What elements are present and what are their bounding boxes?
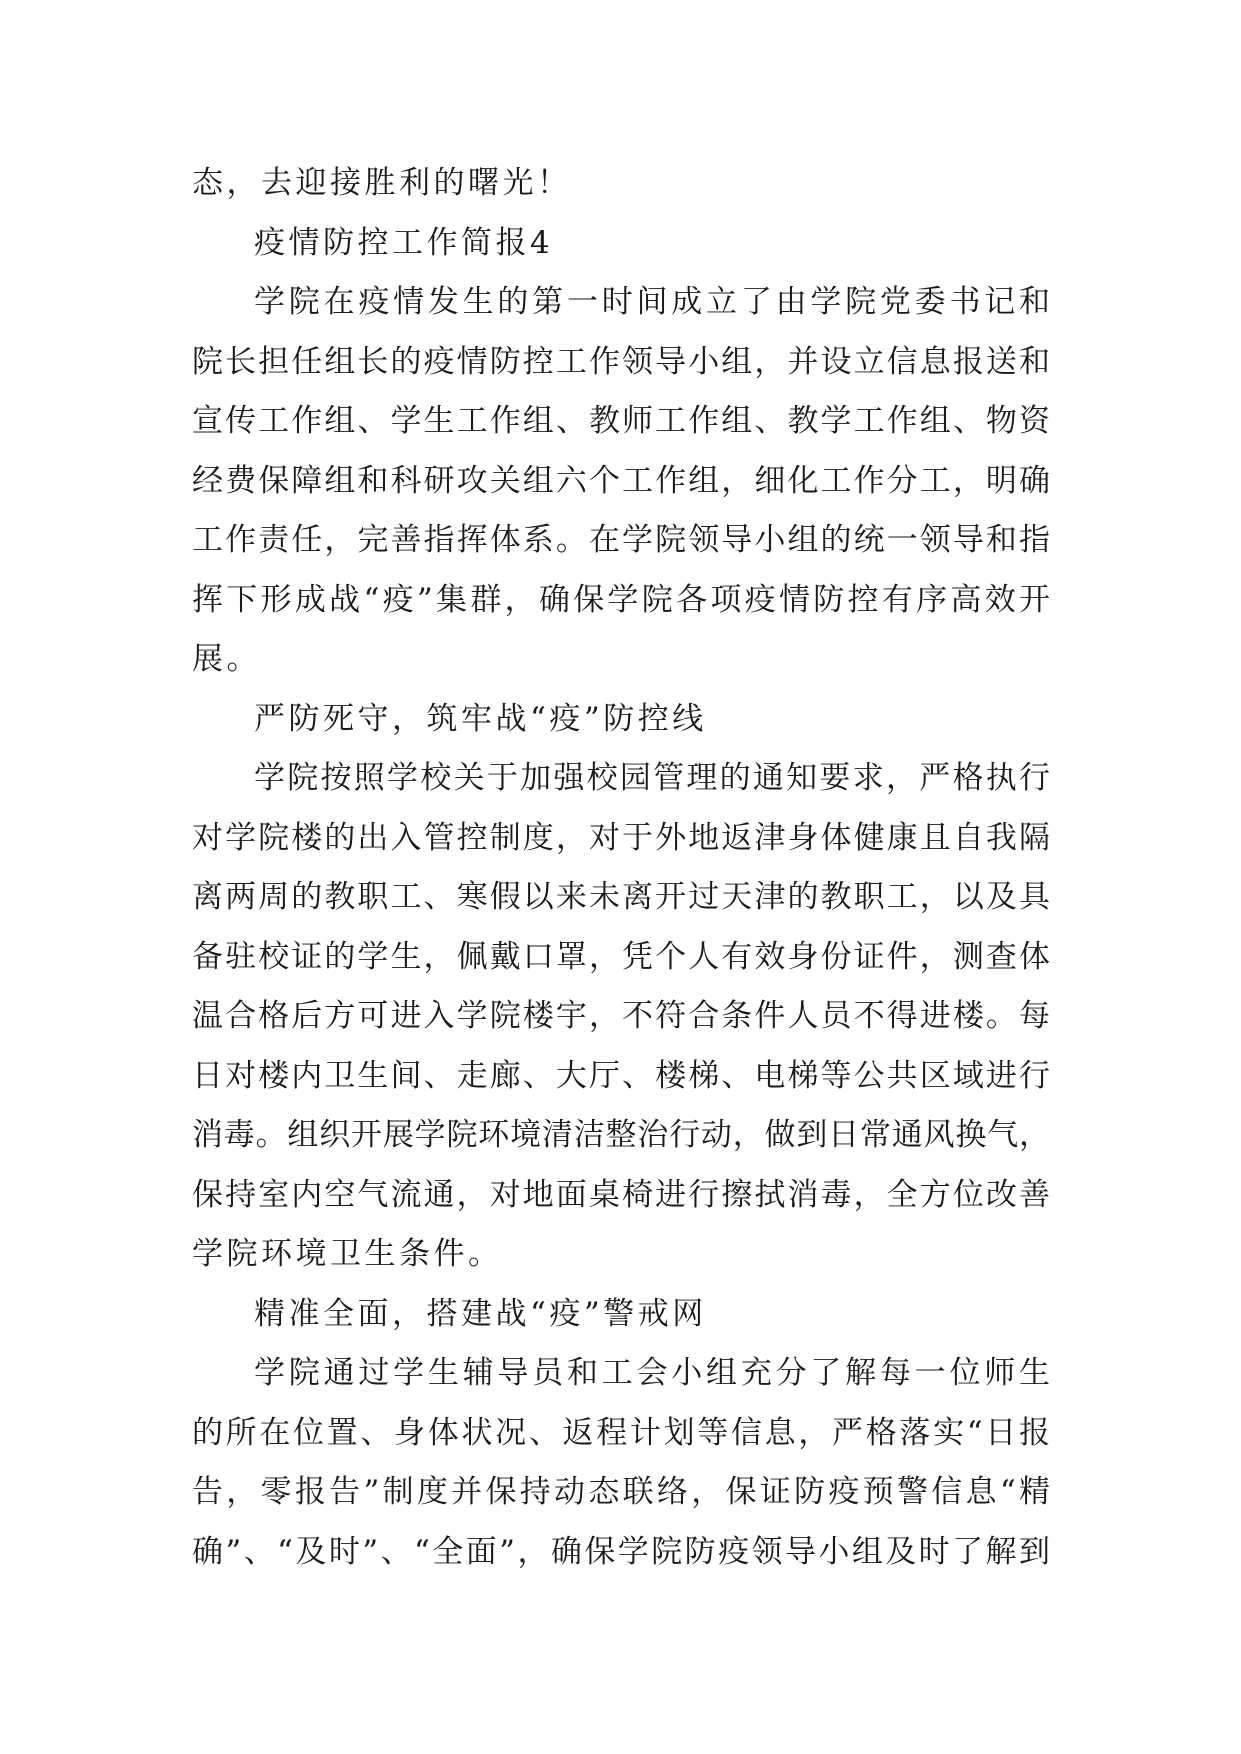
body-line: 备驻校证的学生，佩戴口罩，凭个人有效身份证件，测查体 <box>192 938 1050 975</box>
body-line: 离两周的教职工、寒假以来未离开过天津的教职工，以及具 <box>192 879 1050 915</box>
section-heading: 精准全面，搭建战“疫”警戒网 <box>254 1295 707 1332</box>
body-line: 宣传工作组、学生工作组、教师工作组、教学工作组、物资 <box>192 403 1050 439</box>
body-line: 工作责任，完善指挥体系。在学院领导小组的统一领导和指 <box>192 522 1050 558</box>
body-line: 学院通过学生辅导员和工会小组充分了解每一位师生 <box>254 1355 1050 1391</box>
body-line: 温合格后方可进入学院楼宇，不符合条件人员不得进楼。每 <box>192 998 1050 1034</box>
body-line: 院长担任组长的疫情防控工作领导小组，并设立信息报送和 <box>192 343 1050 380</box>
body-line: 消毒。组织开展学院环境清洁整治行动，做到日常通风换气， <box>192 1117 1050 1153</box>
body-line: 展。 <box>192 641 261 677</box>
document-page <box>192 154 1050 1582</box>
body-line: 学院按照学校关于加强校园管理的通知要求，严格执行 <box>254 760 1050 796</box>
section-heading: 严防死守，筑牢战“疫”防控线 <box>254 700 707 737</box>
body-line: 保持室内空气流通，对地面桌椅进行擦拭消毒，全方位改善 <box>192 1176 1050 1213</box>
subheading: 疫情防控工作简报4 <box>254 224 554 261</box>
body-line: 学院在疫情发生的第一时间成立了由学院党委书记和 <box>254 284 1050 320</box>
body-line: 告，零报告”制度并保持动态联络，保证防疫预警信息“精 <box>192 1474 1050 1510</box>
body-line: 确”、“及时”、“全面”，确保学院防疫领导小组及时了解到 <box>192 1533 1050 1570</box>
body-line: 经费保障组和科研攻关组六个工作组，细化工作分工，明确 <box>192 462 1050 499</box>
body-line: 挥下形成战“疫”集群，确保学院各项疫情防控有序高效开 <box>192 581 1050 618</box>
body-line: 日对楼内卫生间、走廊、大厅、楼梯、电梯等公共区域进行 <box>192 1057 1050 1094</box>
body-line: 的所在位置、身体状况、返程计划等信息，严格落实“日报 <box>192 1414 1050 1451</box>
body-line: 对学院楼的出入管控制度，对于外地返津身体健康且自我隔 <box>192 819 1050 856</box>
body-line: 学院环境卫生条件。 <box>192 1236 503 1272</box>
body-line: 态，去迎接胜利的曙光！ <box>192 165 572 201</box>
